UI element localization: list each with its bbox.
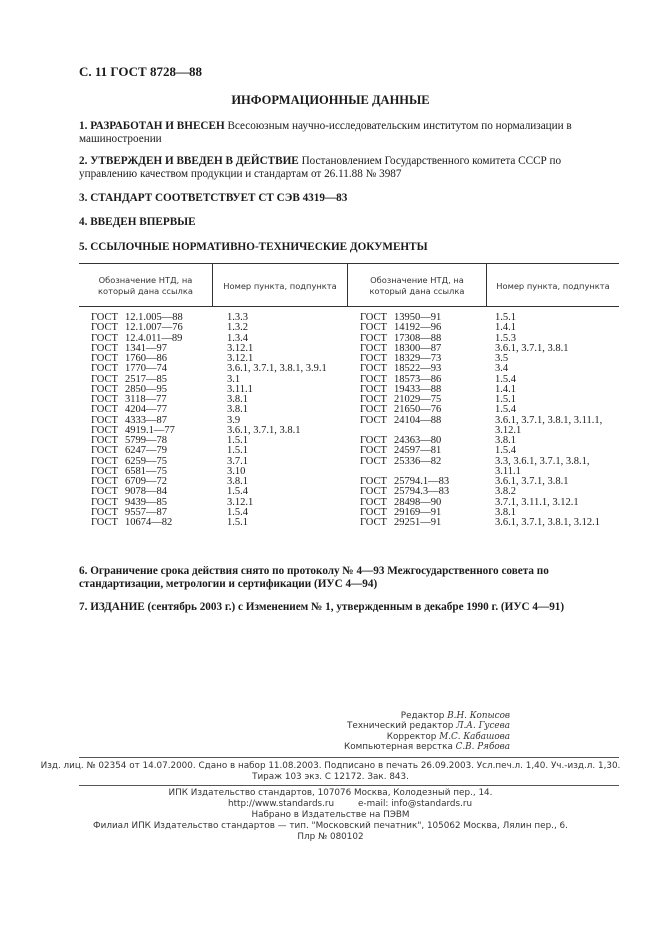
table-cell-item: 3.9: [227, 414, 241, 426]
table-cell-item: 1.3.3: [227, 312, 248, 323]
info-item-2: [79, 155, 619, 181]
credit-role: Корректор: [386, 731, 437, 742]
info-item-1: [79, 120, 619, 146]
credit-line: [200, 742, 510, 752]
gost-number: 24104—88: [394, 414, 442, 426]
credit-name: С.В. Рябова: [455, 742, 510, 753]
gost-number: 2517—85: [125, 373, 167, 385]
gost-number: 19433—88: [394, 383, 442, 395]
gost-prefix: ГОСТ: [91, 394, 118, 405]
table-cell-item: 3.12.1: [227, 342, 254, 354]
table-cell-item: 3.10: [227, 465, 246, 477]
gost-prefix: ГОСТ: [91, 342, 118, 354]
gost-prefix: ГОСТ: [91, 476, 118, 487]
publisher-line-5: Плр № 080102: [297, 832, 364, 842]
gost-prefix: ГОСТ: [360, 373, 387, 385]
table-cell-item: 3.6.1, 3.7.1, 3.8.1, 3.11.1,: [495, 414, 603, 426]
item-number: 6.: [79, 565, 88, 577]
item-number: 4.: [79, 216, 88, 228]
item-lead: ВВЕДЕН ВПЕРВЫЕ: [90, 216, 196, 228]
gost-number: 29169—91: [394, 506, 442, 518]
table-cell-item: 3.6.1, 3.7.1, 3.8.1, 3.12.1: [495, 517, 600, 528]
table-cell-item: 3.8.1: [227, 404, 248, 416]
gost-prefix: ГОСТ: [360, 414, 387, 426]
header-item-right: Номер пункта, подпункта: [496, 281, 610, 291]
table-cell-item: 1.5.1: [495, 394, 516, 405]
publisher-web: http://www.standards.ru: [228, 799, 335, 809]
gost-prefix: ГОСТ: [91, 517, 118, 528]
table-cell-item: 1.4.1: [495, 383, 516, 395]
gost-number: 12.1.005—88: [125, 312, 183, 323]
item-text: Постановлением Государственного комитета СССР по управлению качеством продукции и стандартам от 26.11.88 № 3987: [79, 155, 562, 180]
gost-number: 1341—97: [125, 342, 167, 354]
table-cell-item: 3.5: [495, 353, 509, 364]
gost-number: 28498—90: [394, 496, 442, 508]
credit-name: М.С. Кабашова: [439, 731, 510, 742]
gost-prefix: ГОСТ: [91, 435, 118, 446]
gost-prefix: ГОСТ: [360, 506, 387, 518]
table-row: [360, 457, 449, 467]
table-cell-item: 3.12.1: [227, 496, 254, 508]
gost-prefix: ГОСТ: [91, 424, 118, 436]
gost-number: 17308—88: [394, 332, 442, 344]
gost-prefix: ГОСТ: [360, 332, 387, 344]
item-number: 3.: [79, 192, 88, 204]
table-cell-item: 3.11.1: [495, 465, 521, 477]
gost-number: 3118—77: [125, 394, 167, 405]
gost-prefix: ГОСТ: [91, 373, 118, 385]
gost-prefix: ГОСТ: [360, 383, 387, 395]
credit-role: Компьютерная верстка: [344, 742, 453, 753]
gost-prefix: ГОСТ: [91, 465, 118, 477]
gost-number: 18300—87: [394, 342, 442, 354]
item-lead: РАЗРАБОТАН И ВНЕСЕН: [90, 120, 225, 132]
credit-role: Технический редактор: [347, 721, 454, 732]
gost-prefix: ГОСТ: [91, 383, 118, 395]
table-cell-item: 3.7.1: [227, 455, 248, 467]
gost-prefix: ГОСТ: [91, 455, 118, 467]
gost-prefix: ГОСТ: [360, 435, 387, 446]
info-item-7: [79, 601, 619, 614]
gost-number: 25794.1—83: [394, 476, 450, 487]
gost-prefix: ГОСТ: [91, 486, 118, 498]
gost-number: 24363—80: [394, 435, 442, 446]
item-text: ИЗДАНИЕ (сентябрь 2003 г.) с Изменением № 1, утвержденным в декабре 1990 г. (ИУС 4—91): [90, 601, 565, 613]
info-item-6: [79, 565, 619, 591]
item-text: Всесоюзным научно-исследовательским институтом по нормализации в машиностроении: [79, 120, 572, 145]
gost-prefix: ГОСТ: [91, 332, 118, 344]
table-cell-item: 1.5.4: [495, 373, 516, 385]
table-cell-item: 1.5.1: [227, 517, 248, 528]
section-title: ИНФОРМАЦИОННЫЕ ДАННЫЕ: [231, 93, 430, 107]
credit-role: Редактор: [400, 711, 445, 721]
gost-prefix: ГОСТ: [91, 414, 118, 426]
gost-number: 18573—86: [394, 373, 442, 385]
table-cell-item: 1.5.4: [495, 445, 516, 457]
item-number: 2.: [79, 155, 88, 167]
gost-prefix: ГОСТ: [360, 342, 387, 354]
table-cell-item: 1.5.3: [495, 332, 516, 344]
table-cell-item: 3.12.1: [495, 424, 522, 436]
left-gost-column: [91, 313, 183, 528]
table-cell-item: 3.8.1: [495, 435, 516, 446]
gost-number: 4204—77: [125, 404, 167, 416]
gost-number: 21029—75: [394, 394, 442, 405]
table-cell-item: 3.7.1, 3.11.1, 3.12.1: [495, 496, 579, 508]
credit-line: [200, 721, 510, 731]
imprint-rule-bottom: [79, 785, 619, 786]
gost-prefix: ГОСТ: [360, 445, 387, 457]
table-cell-item: 3.1: [227, 373, 241, 385]
gost-number: 4333—87: [125, 414, 167, 426]
table-cell-item: 1.4.1: [495, 322, 516, 334]
gost-number: 6259—75: [125, 455, 167, 467]
publisher-line-1: ИПК Издательство стандартов, 107076 Москва, Колодезный пер., 14.: [168, 788, 493, 798]
gost-number: 2850—95: [125, 383, 167, 395]
table-header-rule: [79, 306, 619, 307]
gost-number: 12.4.011—89: [125, 332, 183, 344]
gost-number: 5799—78: [125, 435, 167, 446]
gost-number: 14192—96: [394, 322, 442, 334]
left-item-column: [227, 313, 327, 528]
header-line: который дана ссылка: [98, 286, 193, 296]
info-item-5: [79, 241, 619, 254]
table-cell-item: 3.12.1: [227, 353, 254, 364]
publisher-email: e-mail: info@standards.ru: [358, 799, 473, 809]
gost-number: 12.1.007—76: [125, 322, 183, 334]
table-cell-item: 3.6.1, 3.7.1, 3.8.1, 3.9.1: [227, 363, 327, 375]
imprint-line-1: Изд. лиц. № 02354 от 14.07.2000. Сдано в набор 11.08.2003. Подписано в печать 26.09.2003. Усл.печ.л. 1,40. Уч.-изд.л. 1,30.: [40, 761, 621, 771]
item-number: 7.: [79, 601, 88, 613]
table-cell-item: 3.6.1, 3.7.1, 3.8.1: [495, 342, 569, 354]
header-line: который дана ссылка: [369, 286, 465, 296]
table-cell-item: 3.8.1: [227, 476, 248, 487]
gost-number: 25794.3—83: [394, 486, 450, 498]
gost-prefix: ГОСТ: [360, 496, 387, 508]
item-text: Ограничение срока действия снято по протоколу № 4—93 Межгосударственного совета по стандартизации, метрологии и сертификации (ИУС 4—94): [79, 565, 549, 590]
credit-line: [200, 732, 510, 742]
item-lead: СТАНДАРТ СООТВЕТСТВУЕТ СТ СЭВ 4319—83: [90, 192, 348, 204]
gost-number: 18522—93: [394, 363, 442, 375]
gost-number: 6247—79: [125, 445, 167, 457]
gost-number: 21650—76: [394, 404, 442, 416]
gost-number: 13950—91: [394, 312, 442, 323]
table-cell-item: 1.5.1: [227, 445, 248, 457]
table-cell-item: 1.5.1: [495, 312, 516, 323]
table-cell-item: 1.5.4: [495, 404, 516, 416]
gost-prefix: ГОСТ: [91, 496, 118, 508]
gost-prefix: ГОСТ: [360, 353, 387, 364]
gost-number: 9557—87: [125, 506, 167, 518]
item-lead: ССЫЛОЧНЫЕ НОРМАТИВНО-ТЕХНИЧЕСКИЕ ДОКУМЕНТЫ: [90, 241, 428, 253]
table-cell-item: 1.5.1: [227, 435, 248, 446]
gost-prefix: ГОСТ: [91, 445, 118, 457]
item-number: 1.: [79, 120, 88, 132]
header-line: Обозначение НТД, на: [98, 275, 193, 285]
table-cell-item: 3.6.1, 3.7.1, 3.8.1: [227, 424, 301, 436]
gost-prefix: ГОСТ: [360, 455, 387, 467]
header-ntd-left: [79, 275, 212, 297]
gost-prefix: ГОСТ: [360, 476, 387, 487]
table-cell-item: 1.3.2: [227, 322, 248, 334]
credit-name: Л.А. Гусева: [456, 721, 510, 732]
publisher-line-3: Набрано в Издательстве на ПЭВМ: [251, 810, 410, 820]
gost-prefix: ГОСТ: [360, 394, 387, 405]
gost-number: 6581—75: [125, 465, 167, 477]
gost-prefix: ГОСТ: [360, 322, 387, 334]
info-item-3: [79, 192, 619, 205]
gost-prefix: ГОСТ: [360, 363, 387, 375]
gost-number: 1770—74: [125, 363, 167, 375]
table-row: [360, 416, 449, 426]
publisher-line-4: Филиал ИПК Издательство стандартов — тип. "Московский печатник", 105062 Москва, Лялин пер., 6.: [93, 821, 568, 831]
gost-prefix: ГОСТ: [360, 404, 387, 416]
gost-number: 18329—73: [394, 353, 442, 364]
gost-prefix: ГОСТ: [91, 312, 118, 323]
item-number: 5.: [79, 241, 88, 253]
table-cell-item: 3.8.2: [495, 486, 516, 498]
table-cell-item: 3.11.1: [227, 383, 253, 395]
gost-prefix: ГОСТ: [360, 312, 387, 323]
gost-number: 29251—91: [394, 517, 442, 528]
gost-prefix: ГОСТ: [91, 506, 118, 518]
table-cell-item: 3.3, 3.6.1, 3.7.1, 3.8.1,: [495, 455, 590, 467]
table-cell-item: 3.4: [495, 363, 509, 375]
header-line: Обозначение НТД, на: [370, 275, 464, 285]
imprint-line-2: Тираж 103 экз. С 12172. Зак. 843.: [252, 772, 409, 782]
gost-number: 4919.1—77: [125, 424, 175, 436]
table-cell-item: 3.6.1, 3.7.1, 3.8.1: [495, 476, 569, 487]
right-item-column: [495, 313, 602, 528]
table-cell-item: 3.8.1: [227, 394, 248, 405]
credit-line: [200, 711, 510, 721]
imprint-rule-top: [79, 757, 619, 758]
table-top-rule: [79, 263, 619, 264]
table-cell-item: 1.5.4: [227, 486, 248, 498]
gost-prefix: ГОСТ: [360, 486, 387, 498]
gost-number: 10674—82: [125, 517, 173, 528]
gost-number: 6709—72: [125, 476, 167, 487]
right-gost-column: [360, 313, 449, 528]
gost-prefix: ГОСТ: [91, 322, 118, 334]
table-cell-item: 1.3.4: [227, 332, 248, 344]
info-item-4: [79, 216, 619, 229]
gost-number: 25336—82: [394, 455, 442, 467]
header-ntd-right: [348, 275, 486, 297]
gost-number: 9078—84: [125, 486, 167, 498]
header-item-left: Номер пункта, подпункта: [223, 281, 337, 291]
gost-number: 9439—85: [125, 496, 167, 508]
credits-block: [200, 711, 510, 753]
page-header: С. 11 ГОСТ 8728—88: [79, 64, 202, 79]
gost-prefix: ГОСТ: [91, 363, 118, 375]
table-cell-item: 1.5.4: [227, 506, 248, 518]
item-lead: УТВЕРЖДЕН И ВВЕДЕН В ДЕЙСТВИЕ: [90, 155, 299, 167]
gost-number: 1760—86: [125, 353, 167, 364]
gost-number: 24597—81: [394, 445, 442, 457]
credit-name: В.Н. Копысов: [447, 711, 510, 721]
gost-prefix: ГОСТ: [91, 353, 118, 364]
gost-prefix: ГОСТ: [360, 517, 387, 528]
table-row: [91, 518, 183, 528]
table-cell-item: 3.8.1: [495, 506, 516, 518]
table-row: [360, 518, 449, 528]
gost-prefix: ГОСТ: [91, 404, 118, 416]
